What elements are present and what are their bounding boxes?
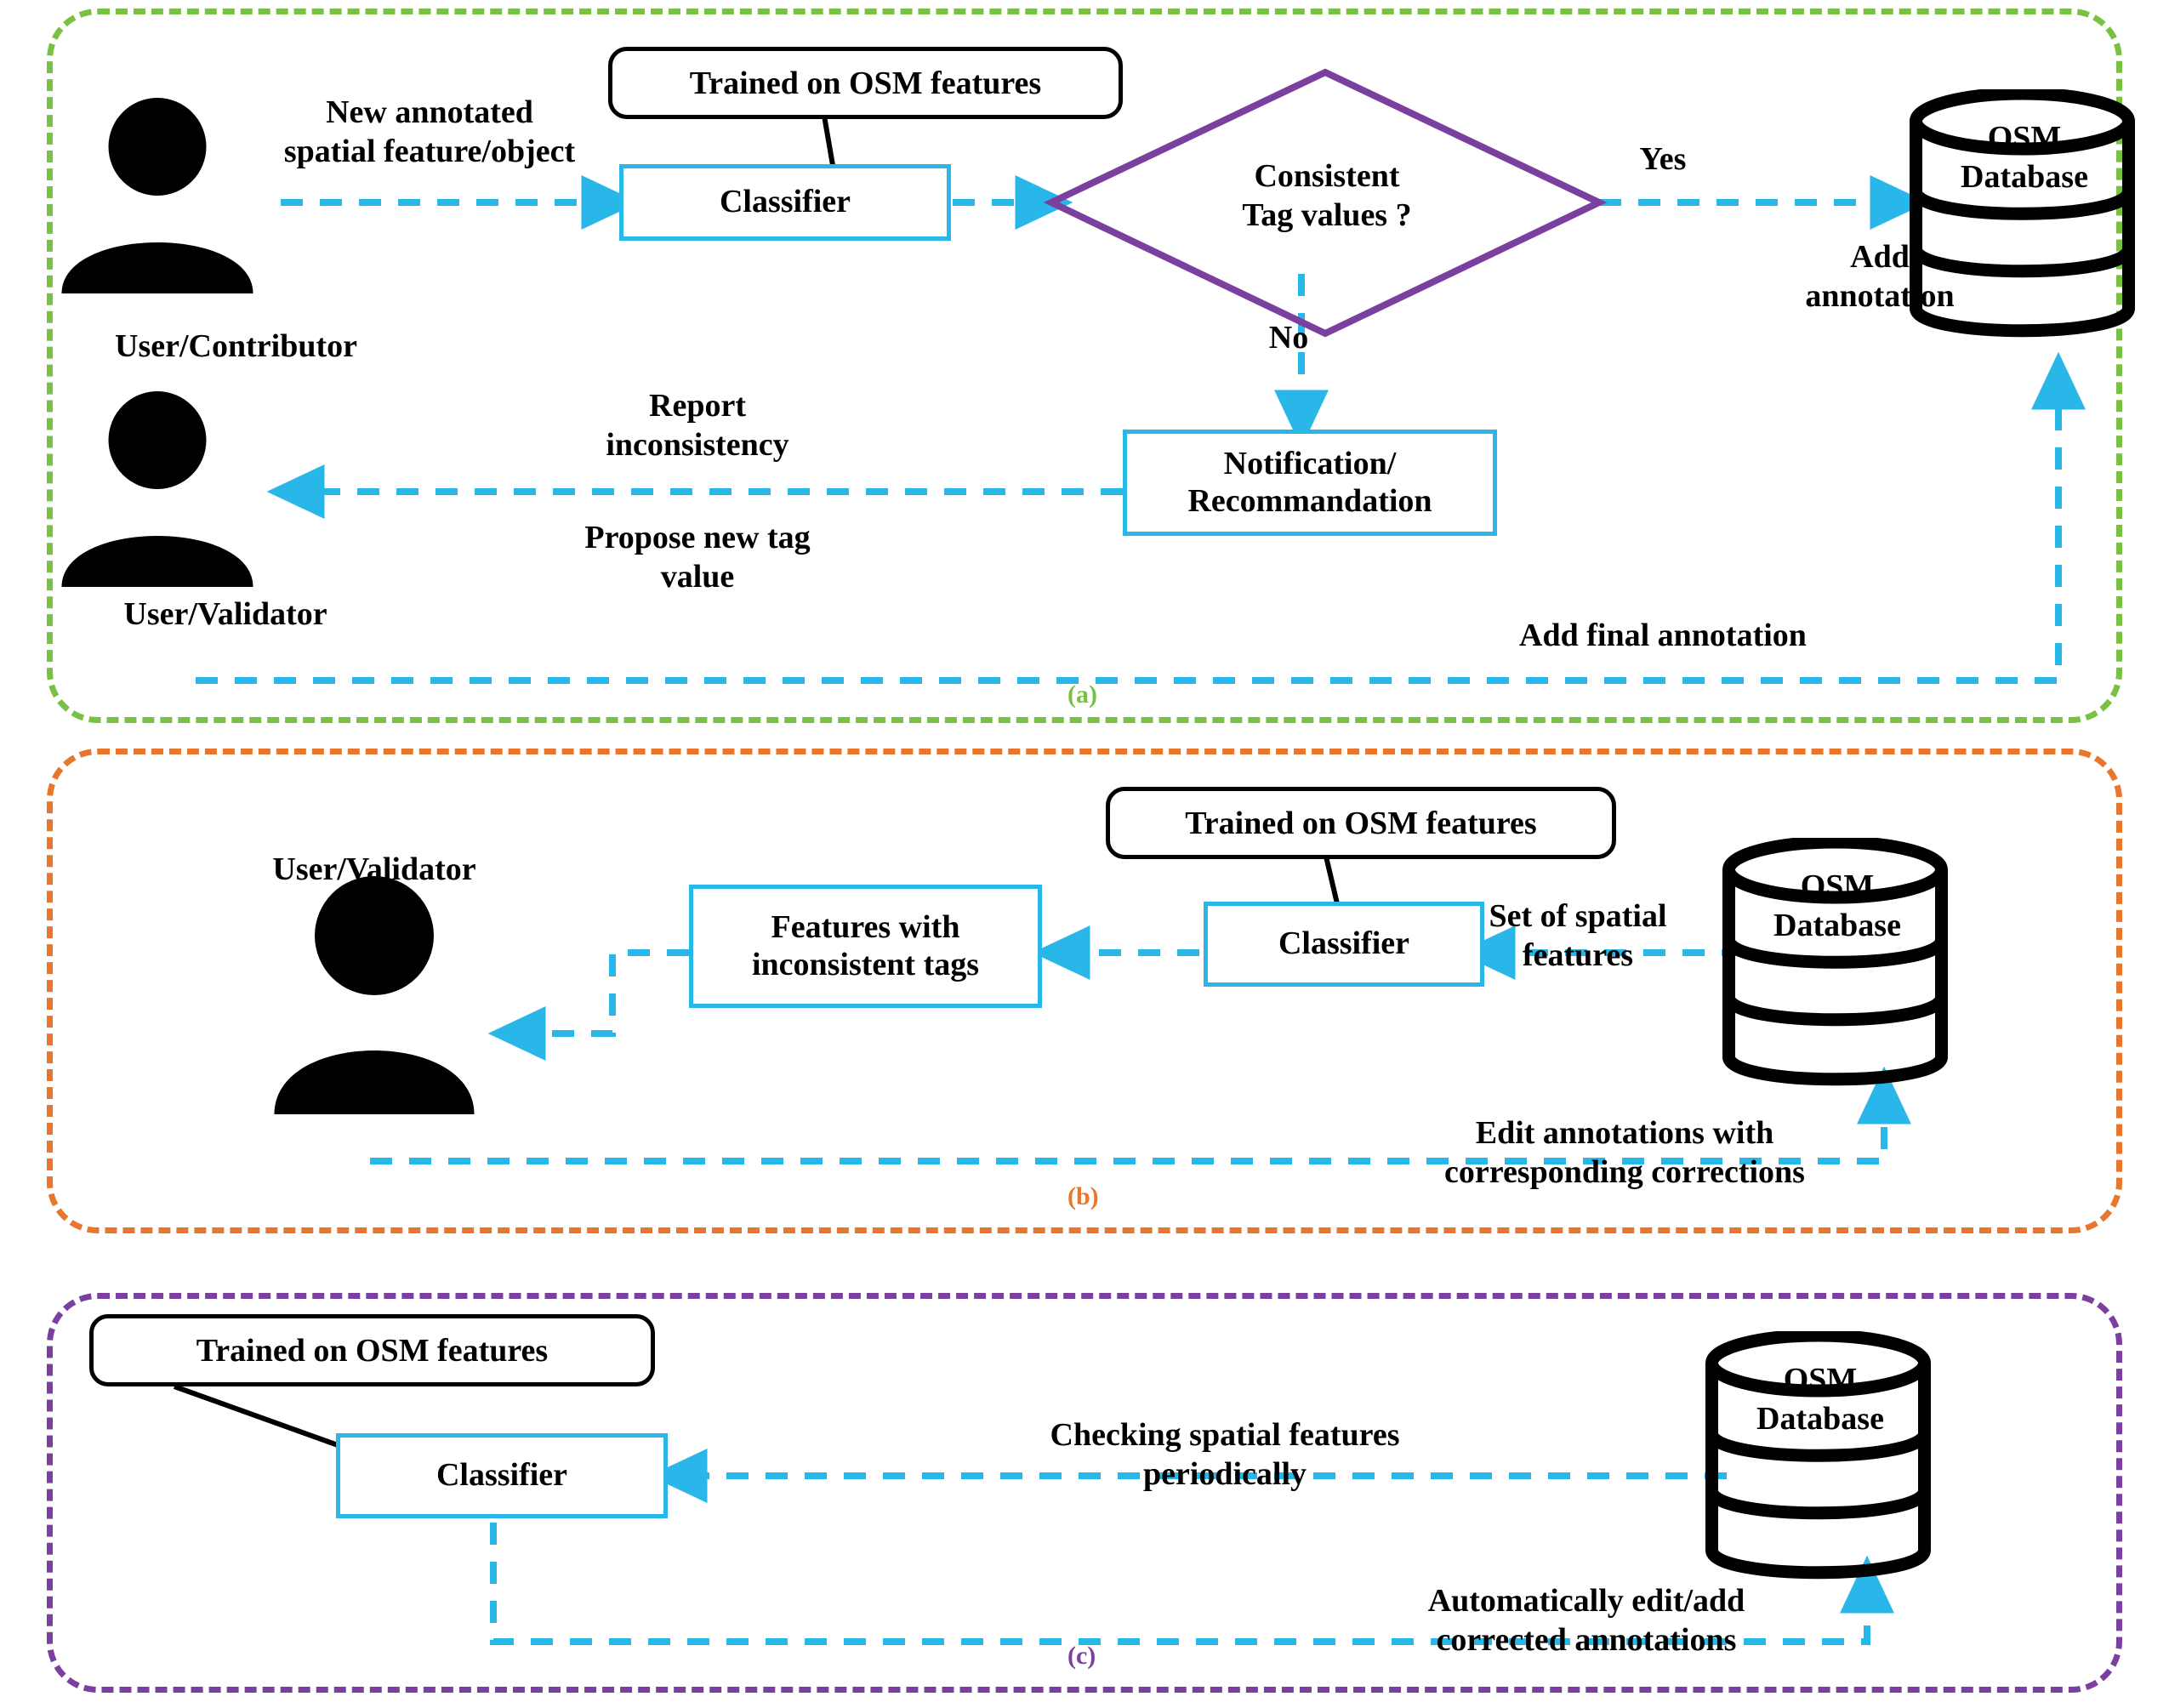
db-label-b-line2: Database xyxy=(1773,907,1901,943)
user-validator-label-b: User/Validator xyxy=(272,851,476,887)
user-validator-icon-a xyxy=(51,391,264,587)
edge-add-final-annotation: Add final annotation xyxy=(1519,618,1807,653)
db-label-a-line2: Database xyxy=(1961,158,2088,195)
notification-line2: Recommandation xyxy=(1187,482,1432,519)
classifier-box-b[interactable]: Classifier xyxy=(1204,902,1484,987)
db-label-c-line1: OSM xyxy=(1783,1362,1858,1398)
edge-auto-line2: corrected annotations xyxy=(1436,1621,1737,1658)
features-line1: Features with xyxy=(771,908,960,945)
edge-add-annotation-line1: Add xyxy=(1850,239,1910,275)
edge-report-inconsistency xyxy=(527,387,868,464)
edge-propose-tag xyxy=(510,519,885,596)
decision-label-line2: Tag values ? xyxy=(1242,196,1412,233)
db-label-c xyxy=(1752,1361,1888,1438)
edge-edit-line2: corresponding corrections xyxy=(1444,1153,1805,1190)
edge-edit-line1: Edit annotations with xyxy=(1475,1115,1774,1151)
user-contributor-label: User/Contributor xyxy=(115,328,357,364)
decision-label xyxy=(1165,157,1489,235)
notification-line1: Notification/ xyxy=(1223,445,1397,481)
features-inconsistent-box[interactable] xyxy=(689,885,1042,1008)
panel-c-label: (c) xyxy=(1067,1642,1096,1670)
db-label-c-line2: Database xyxy=(1756,1400,1884,1437)
user-validator-icon-b xyxy=(268,876,481,1114)
db-label-b xyxy=(1769,868,1905,945)
edge-propose-line1: Propose new tag xyxy=(584,520,811,555)
user-contributor-icon xyxy=(51,98,264,293)
edge-add-annotation xyxy=(1752,238,2007,316)
edge-add-annotation-line2: annotation xyxy=(1805,277,1955,314)
edge-edit-annotations xyxy=(1361,1114,1888,1192)
db-label-a xyxy=(1956,119,2092,196)
callout-trained-c: Trained on OSM features xyxy=(89,1314,655,1386)
edge-report-line2: inconsistency xyxy=(606,426,789,463)
features-line2: inconsistent tags xyxy=(751,946,980,982)
classifier-box-c[interactable]: Classifier xyxy=(336,1433,668,1518)
edge-set-line2: features xyxy=(1522,937,1634,973)
edge-checking-line1: Checking spatial features xyxy=(1050,1417,1400,1453)
edge-set-of-spatial xyxy=(1416,897,1739,975)
callout-trained-b: Trained on OSM features xyxy=(1106,787,1616,859)
notification-box[interactable] xyxy=(1123,430,1497,536)
edge-checking-features xyxy=(953,1416,1497,1494)
callout-trained-a: Trained on OSM features xyxy=(608,47,1123,119)
db-label-a-line1: OSM xyxy=(1987,120,2062,156)
edge-yes-label: Yes xyxy=(1639,141,1687,177)
edge-new-annotated-line2: spatial feature/object xyxy=(283,133,576,169)
panel-a-label: (a) xyxy=(1067,680,1097,709)
edge-report-line1: Report xyxy=(649,388,746,424)
db-label-b-line1: OSM xyxy=(1800,868,1875,904)
edge-set-line1: Set of spatial xyxy=(1489,898,1667,934)
edge-auto-line1: Automatically edit/add xyxy=(1427,1583,1745,1619)
edge-auto-edit xyxy=(1357,1582,1816,1660)
edge-propose-line2: value xyxy=(660,558,735,595)
panel-b-label: (b) xyxy=(1067,1182,1099,1210)
edge-new-annotated xyxy=(234,94,625,171)
edge-no-label: No xyxy=(1268,320,1309,356)
edge-checking-line2: periodically xyxy=(1142,1455,1307,1492)
edge-new-annotated-line1: New annotated xyxy=(326,94,533,130)
user-validator-label-a: User/Validator xyxy=(123,596,327,632)
decision-label-line1: Consistent xyxy=(1254,158,1400,194)
classifier-box-a[interactable]: Classifier xyxy=(619,164,951,241)
